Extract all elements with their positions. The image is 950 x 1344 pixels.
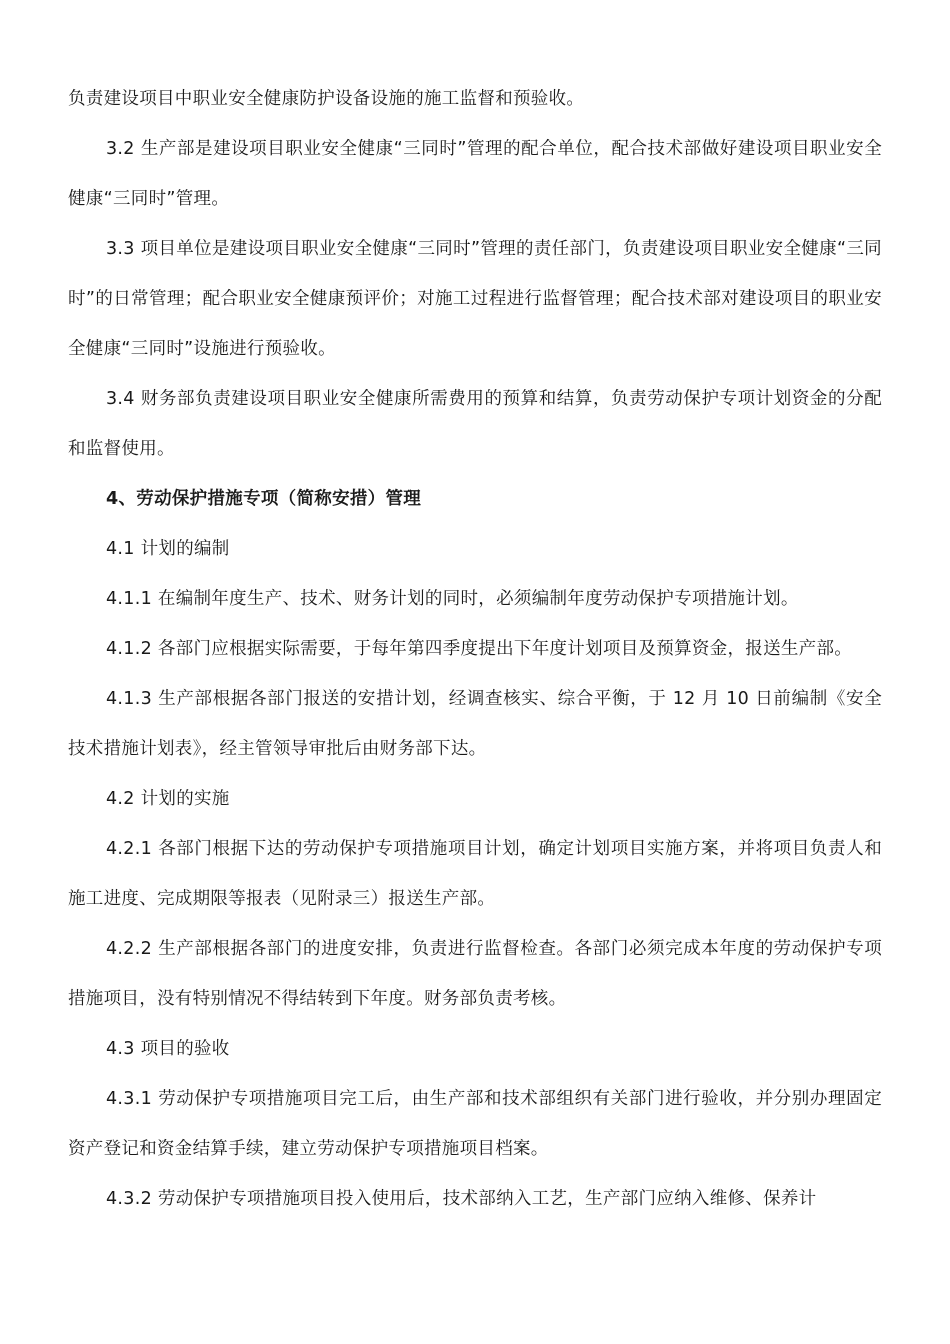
paragraph-4-3-1: 4.3.1 劳动保护专项措施项目完工后，由生产部和技术部组织有关部门进行验收，并分别办理固定资产登记和资金结算手续，建立劳动保护专项措施项目档案。: [68, 1089, 882, 1159]
paragraph-4-3-2: 4.3.2 劳动保护专项措施项目投入使用后，技术部纳入工艺，生产部门应纳入维修、保养计: [106, 1189, 817, 1209]
paragraph-4-2-1: 4.2.1 各部门根据下达的劳动保护专项措施项目计划，确定计划项目实施方案，并将项目负责人和施工进度、完成期限等报表（见附录三）报送生产部。: [68, 839, 882, 909]
paragraph-4-1-2: 4.1.2 各部门应根据实际需要，于每年第四季度提出下年度计划项目及预算资金，报送生产部。: [106, 639, 853, 659]
subheading-4-3: 4.3 项目的验收: [106, 1039, 230, 1059]
subheading-4-1: 4.1 计划的编制: [106, 539, 230, 559]
paragraph-4-2-2: 4.2.2 生产部根据各部门的进度安排，负责进行监督检查。各部门必须完成本年度的劳动保护专项措施项目，没有特别情况不得结转到下年度。财务部负责考核。: [68, 939, 882, 1009]
subheading-4-2: 4.2 计划的实施: [106, 789, 230, 809]
paragraph-3-2: 3.2 生产部是建设项目职业安全健康“三同时”管理的配合单位，配合技术部做好建设项目职业安全健康“三同时”管理。: [68, 139, 882, 209]
paragraph-4-1-1: 4.1.1 在编制年度生产、技术、财务计划的同时，必须编制年度劳动保护专项措施计划。: [106, 589, 799, 609]
paragraph-3-3: 3.3 项目单位是建设项目职业安全健康“三同时”管理的责任部门，负责建设项目职业安全健康“三同时”的日常管理；配合职业安全健康预评价；对施工过程进行监督管理；配合技术部对建设项目的职业安全健康“三同时”设施进行预验收。: [68, 239, 882, 359]
paragraph-4-1-3: 4.1.3 生产部根据各部门报送的安措计划，经调查核实、综合平衡，于 12 月 10 日前编制《安全技术措施计划表》，经主管领导审批后由财务部下达。: [68, 689, 882, 759]
paragraph-3-1-continuation: 负责建设项目中职业安全健康防护设备设施的施工监督和预验收。: [68, 89, 585, 109]
section-heading-4: 4、劳动保护措施专项（简称安措）管理: [106, 489, 422, 509]
document-body: [68, 74, 882, 1224]
paragraph-3-4: 3.4 财务部负责建设项目职业安全健康所需费用的预算和结算，负责劳动保护专项计划资金的分配和监督使用。: [68, 389, 882, 459]
